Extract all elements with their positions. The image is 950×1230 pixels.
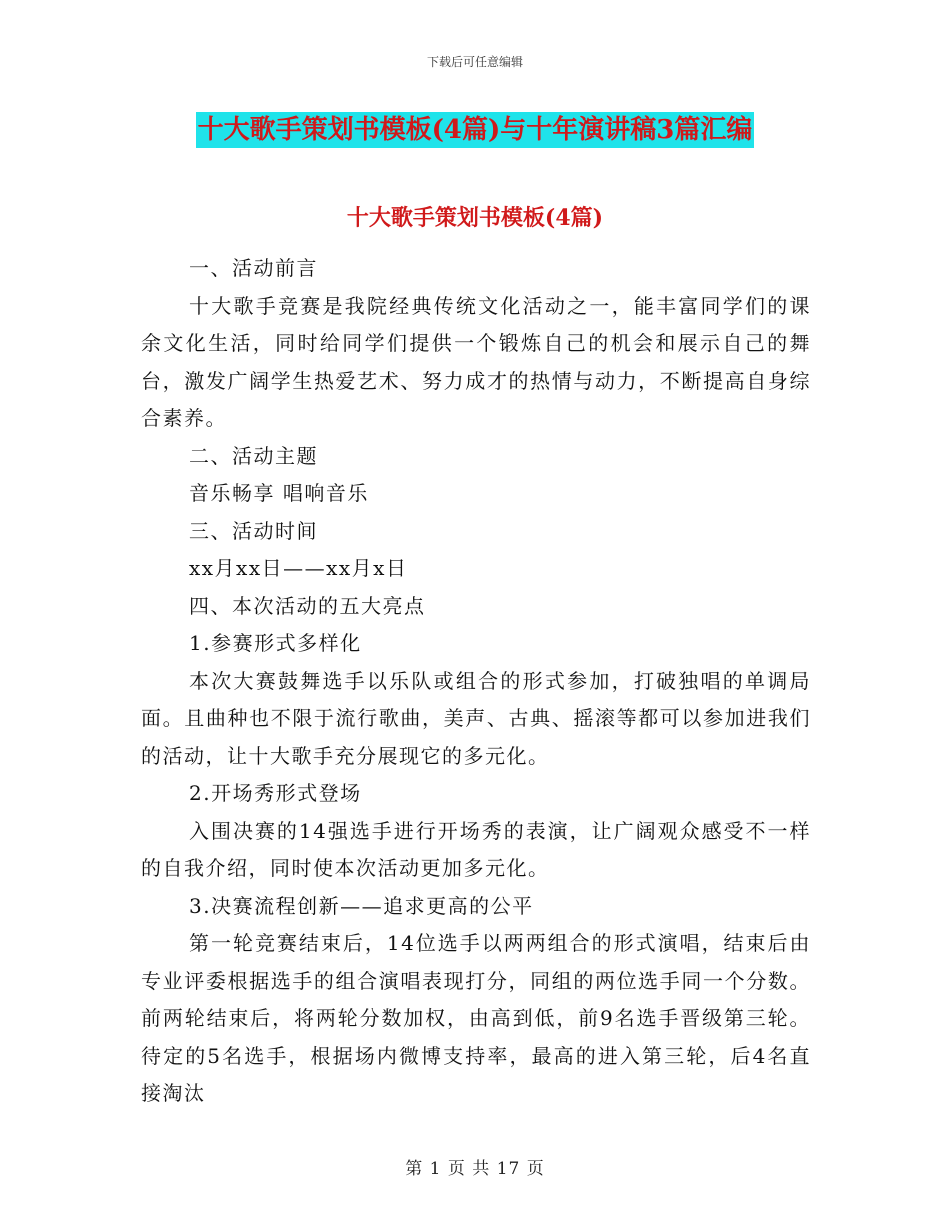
paragraph-preface-text: 十大歌手竞赛是我院经典传统文化活动之一，能丰富同学们的课余文化生活，同时给同学们提供一个锻炼自己的机会和展示自己的舞台，激发广阔学生热爱艺术、努力成才的热情与动力，不断提高自身综合素养。 <box>141 293 811 430</box>
document-body <box>141 250 811 1113</box>
paragraph-time-text: xx月xx日——xx月x日 <box>189 556 408 580</box>
paragraph-diverse-format: 本次大赛鼓舞选手以乐队或组合的形式参加，打破独唱的单调局面。且曲种也不限于流行歌曲，美声、古典、摇滚等都可以参加进我们的活动，让十大歌手充分展现它的多元化。 <box>141 668 811 768</box>
paragraph-opening-show: 入围决赛的14强选手进行开场秀的表演，让广阔观众感受不一样的自我介绍，同时使本次活动更加多元化。 <box>141 818 811 880</box>
heading-activity-theme: 二、活动主题 <box>189 443 318 468</box>
document-title-container <box>0 112 950 148</box>
heading-activity-preface: 一、活动前言 <box>189 256 318 280</box>
subheading-diverse-format: 1.参赛形式多样化 <box>189 631 362 655</box>
heading-highlights: 四、本次活动的五大亮点 <box>189 593 426 618</box>
subheading-opening-show: 2.开场秀形式登场 <box>189 781 362 805</box>
document-title: 十大歌手策划书模板(4篇)与十年演讲稿3篇汇编 <box>196 112 755 148</box>
page-header-note: 下载后可任意编辑 <box>426 55 523 69</box>
subheading-final-process: 3.决赛流程创新——追求更高的公平 <box>189 893 534 918</box>
section-title: 十大歌手策划书模板(4篇) <box>346 205 604 231</box>
page-number-footer: 第 1 页 共 17 页 <box>405 1159 545 1179</box>
paragraph-final-process: 第一轮竞赛结束后，14位选手以两两组合的形式演唱，结束后由专业评委根据选手的组合演唱表现打分，同组的两位选手同一个分数。前两轮结束后，将两轮分数加权，由高到低，前9名选手晋级第三轮。待定的5名选手，根据场内微博支持率，最高的进入第三轮，后4名直接淘汰 <box>141 931 811 1105</box>
paragraph-theme-text: 音乐畅享 唱响音乐 <box>189 481 369 505</box>
heading-activity-time: 三、活动时间 <box>189 518 318 543</box>
